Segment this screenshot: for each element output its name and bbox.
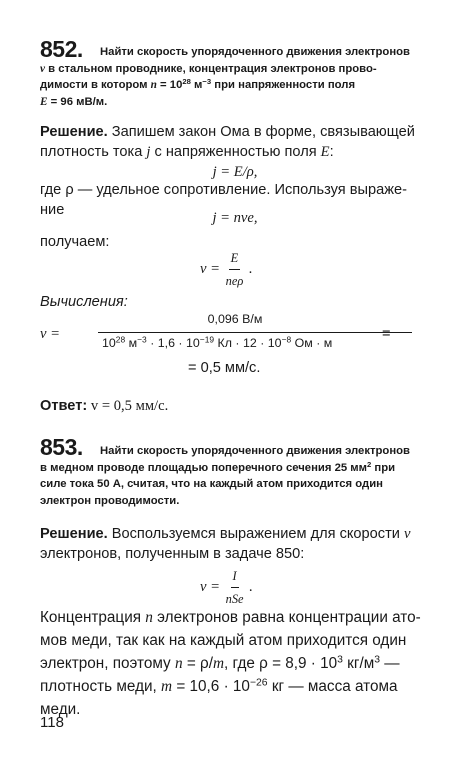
problem-853-solution: Решение. Воспользуемся выражением для скорости v электронов, полученным в задаче 850:	[40, 526, 411, 562]
problem-852-text-2: где ρ — удельное сопротивление. Используя выраже- ние	[40, 182, 407, 218]
calc-denominator: $10^{28}$ $м^{-3} \cdot 1,6 \cdot 10^{-19}$ Кл · $12 \cdot 10^{-8}$ Ом · м	[102, 334, 333, 350]
calc-numerator: 0,096 В/м	[207, 312, 263, 326]
problem-853-statement: Найти скорость упорядоченного движения электронов в медном проводе площадью поперечного сечения 25 $мм^2$ при силе тока 50 А, считая, что на каждый атом приходится один электрон проводимости.	[40, 445, 410, 507]
problem-852-solution: Решение. Запишем закон Ома в форме, связывающей плотность тока j с напряженностью поля E:	[40, 124, 415, 160]
problem-852-text-3: получаем:	[40, 234, 110, 250]
equation-velocity: v = $\frac{E}{\text{neρ}}$ .	[200, 248, 253, 291]
answer-852: Ответ: v = 0,5 мм/с.	[40, 398, 169, 414]
page-number: 118	[40, 714, 64, 731]
solution-label: Решение.	[40, 124, 108, 140]
solution-label: Решение.	[40, 526, 108, 542]
fraction-bar	[98, 332, 412, 333]
equation-velocity-853: v = $\frac{I}{\text{nSe}}$ .	[200, 566, 253, 609]
problem-853-paragraph: Концентрация n электронов равна концентрации ато- мов меди, так как на каждый атом приходится один электрон, поэтому n = ρ/m, где $\rho = 8,9 \cdot 10^3$ $кг/м^3$ — плотность меди, $m = 10,6 \cdot 10^{-26}$ кг — масса атома меди.	[40, 609, 421, 718]
equation-ohm: j = E/ρ,	[212, 164, 258, 180]
calc-label: Вычисления:	[40, 294, 128, 310]
problem-853-number: 853.	[40, 434, 83, 460]
equation-current-density: j = nve,	[212, 210, 258, 226]
calc-result: = 0,5 мм/с.	[188, 360, 261, 376]
problem-852-number: 852.	[40, 36, 83, 62]
problem-852-statement: Найти скорость упорядоченного движения электронов v в стальном проводнике, концентрация электронов прово- димости в котором $n = 10^{28}$ $м^{-3}$ при напряженности поля E = 96 мВ/м.	[40, 46, 410, 108]
calc-fraction: v = 0,096 В/м $10^{28}$ $м^{-3} \cdot 1,6 \cdot 10^{-19}$ Кл · $12 \cdot 10^{-8}$ Ом · м =	[40, 316, 440, 356]
